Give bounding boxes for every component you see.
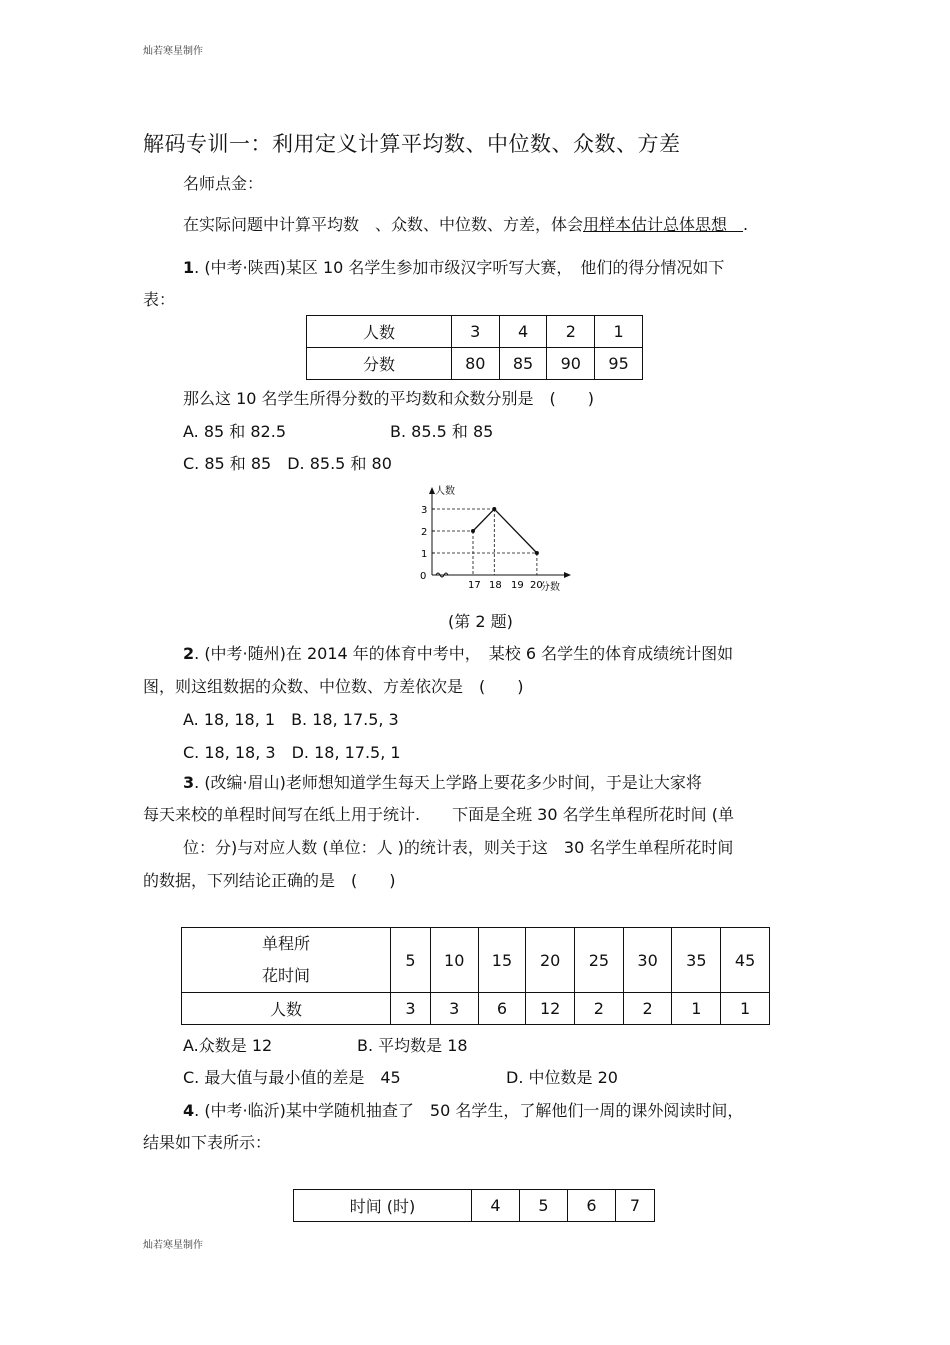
q1-table-label-score: 分数 bbox=[307, 348, 452, 380]
data-point bbox=[535, 551, 539, 555]
q3-table-cell: 3 bbox=[430, 993, 478, 1025]
tips-text-underline: 用样本估计总体思想 bbox=[583, 215, 744, 234]
q2-line-chart bbox=[415, 482, 575, 594]
q1-text-a: . (中考·陕西)某区 10 名学生参加市级汉字听写大赛， 他们的得分情况如下 bbox=[194, 258, 725, 277]
q3-table-cell: 5 bbox=[391, 928, 431, 993]
q3-table-row-time bbox=[182, 928, 770, 993]
data-point bbox=[471, 529, 475, 533]
q4-table-cell: 6 bbox=[568, 1190, 616, 1222]
origin-label: 0 bbox=[420, 571, 427, 582]
q4-table-cell: 7 bbox=[616, 1190, 655, 1222]
q3-table-cell: 6 bbox=[478, 993, 526, 1025]
q4-table-label-time: 时间 (时) bbox=[294, 1190, 472, 1222]
tips-label: 名师点金： bbox=[183, 174, 264, 193]
q4-number: 4 bbox=[183, 1101, 195, 1120]
tips-text-a: 在实际问题中计算平均数 、众数、中位数、方差，体会 bbox=[183, 215, 584, 234]
q2-number: 2 bbox=[183, 644, 195, 663]
q3-table-cell: 15 bbox=[478, 928, 526, 993]
q3-table-cell: 30 bbox=[623, 928, 672, 993]
q3-table-cell: 12 bbox=[526, 993, 575, 1025]
q1-table-cell: 80 bbox=[451, 348, 499, 380]
q3-table-row-count bbox=[182, 993, 770, 1025]
q1-table-cell: 90 bbox=[547, 348, 595, 380]
q1-table-cell: 85 bbox=[499, 348, 547, 380]
q3-option-d: D. 中位数是 20 bbox=[506, 1068, 618, 1087]
q1-option-cd: C. 85 和 85 D. 85.5 和 80 bbox=[183, 454, 392, 473]
q1-question: 那么这 10 名学生所得分数的平均数和众数分别是 ( ) bbox=[183, 389, 595, 408]
page-title: 解码专训一：利用定义计算平均数、中位数、众数、方差 bbox=[143, 132, 681, 156]
q3-number: 3 bbox=[183, 773, 195, 792]
q3-line-2: 每天来校的单程时间写在纸上用于统计. 下面是全班 30 名学生单程所花时间 (单 bbox=[143, 805, 734, 824]
y-tick-label: 1 bbox=[421, 549, 428, 560]
q1-table-cell: 2 bbox=[547, 316, 595, 348]
q4-table-cell: 4 bbox=[472, 1190, 520, 1222]
q1-line-1 bbox=[183, 258, 724, 278]
y-tick-label: 3 bbox=[421, 505, 428, 516]
q1-table-label-count: 人数 bbox=[307, 316, 452, 348]
q2-line-2: 图，则这组数据的众数、中位数、方差依次是 ( ) bbox=[143, 677, 524, 696]
q3-table-cell: 10 bbox=[430, 928, 478, 993]
q1-option-b: B. 85.5 和 85 bbox=[390, 422, 494, 441]
q3-table-cell: 1 bbox=[672, 993, 721, 1025]
y-axis-label: 人数 bbox=[435, 486, 455, 497]
q3-line-4: 的数据，下列结论正确的是 ( ) bbox=[143, 871, 396, 890]
q1-table bbox=[306, 315, 643, 380]
q3-option-b: B. 平均数是 18 bbox=[357, 1036, 468, 1055]
q2-text-a: . (中考·随州)在 2014 年的体育中考中， 某校 6 名学生的体育成绩统计图如 bbox=[194, 644, 734, 663]
q3-table-cell: 2 bbox=[575, 993, 624, 1025]
q1-option-a: A. 85 和 82.5 bbox=[183, 422, 286, 441]
q2-line-1 bbox=[183, 644, 733, 664]
q3-table-cell: 1 bbox=[721, 993, 770, 1025]
q1-table-row-score bbox=[307, 348, 643, 380]
q1-table-cell: 1 bbox=[595, 316, 643, 348]
q1-table-cell: 4 bbox=[499, 316, 547, 348]
q3-table-label-time bbox=[182, 928, 391, 993]
q3-line-3: 位：分)与对应人数 (单位：人 )的统计表，则关于这 30 名学生单程所花时间 bbox=[183, 838, 734, 857]
q3-table-cell: 3 bbox=[391, 993, 431, 1025]
q3-table-label-count: 人数 bbox=[182, 993, 391, 1025]
x-tick-label: 20 bbox=[530, 580, 543, 591]
q1-table-cell: 3 bbox=[451, 316, 499, 348]
q1-table-cell: 95 bbox=[595, 348, 643, 380]
y-tick-label: 2 bbox=[421, 527, 428, 538]
q3-option-a: A.众数是 12 bbox=[183, 1036, 273, 1055]
q1-number: 1 bbox=[183, 258, 195, 277]
q2-options-ab: A. 18, 18, 1 B. 18, 17.5, 3 bbox=[183, 710, 399, 729]
x-tick-label: 17 bbox=[468, 580, 481, 591]
x-tick-label: 18 bbox=[489, 580, 502, 591]
q3-table-label-line-1: 单程所 bbox=[262, 934, 311, 953]
q4-table-cell: 5 bbox=[520, 1190, 568, 1222]
q4-table bbox=[293, 1189, 655, 1222]
q3-table-cell: 20 bbox=[526, 928, 575, 993]
q3-text-a: . (改编·眉山)老师想知道学生每天上学路上要花多少时间，于是让大家将 bbox=[194, 773, 702, 792]
q3-table-cell: 35 bbox=[672, 928, 721, 993]
q3-line-1 bbox=[183, 773, 702, 793]
x-axis-arrow bbox=[564, 572, 571, 578]
page-header: 灿若寒星制作 bbox=[143, 46, 203, 57]
tips-text-end: . bbox=[743, 215, 749, 234]
x-tick-label: 19 bbox=[511, 580, 524, 591]
q4-line-1 bbox=[183, 1101, 743, 1121]
q3-table-label-line-2: 花时间 bbox=[262, 966, 311, 985]
q1-table-row-count bbox=[307, 316, 643, 348]
q3-table-cell: 25 bbox=[575, 928, 624, 993]
series-line bbox=[473, 509, 537, 553]
page-footer: 灿若寒星制作 bbox=[143, 1240, 203, 1251]
figure-2-caption: (第 2 题) bbox=[448, 612, 513, 631]
q2-options-cd: C. 18, 18, 3 D. 18, 17.5, 1 bbox=[183, 743, 401, 762]
tips-text bbox=[183, 215, 748, 235]
q3-option-c: C. 最大值与最小值的差是 45 bbox=[183, 1068, 401, 1087]
q3-table-cell: 2 bbox=[623, 993, 672, 1025]
q4-line-2: 结果如下表所示： bbox=[143, 1133, 272, 1152]
chart-marks bbox=[432, 507, 539, 575]
q4-text-a: . (中考·临沂)某中学随机抽查了 50 名学生，了解他们一周的课外阅读时间， bbox=[194, 1101, 744, 1120]
q4-table-row-time bbox=[294, 1190, 655, 1222]
q3-table-cell: 45 bbox=[721, 928, 770, 993]
data-point bbox=[492, 507, 496, 511]
q1-line-2: 表： bbox=[143, 290, 176, 309]
x-axis-label: 分数 bbox=[540, 582, 560, 593]
q3-table bbox=[181, 927, 770, 1025]
